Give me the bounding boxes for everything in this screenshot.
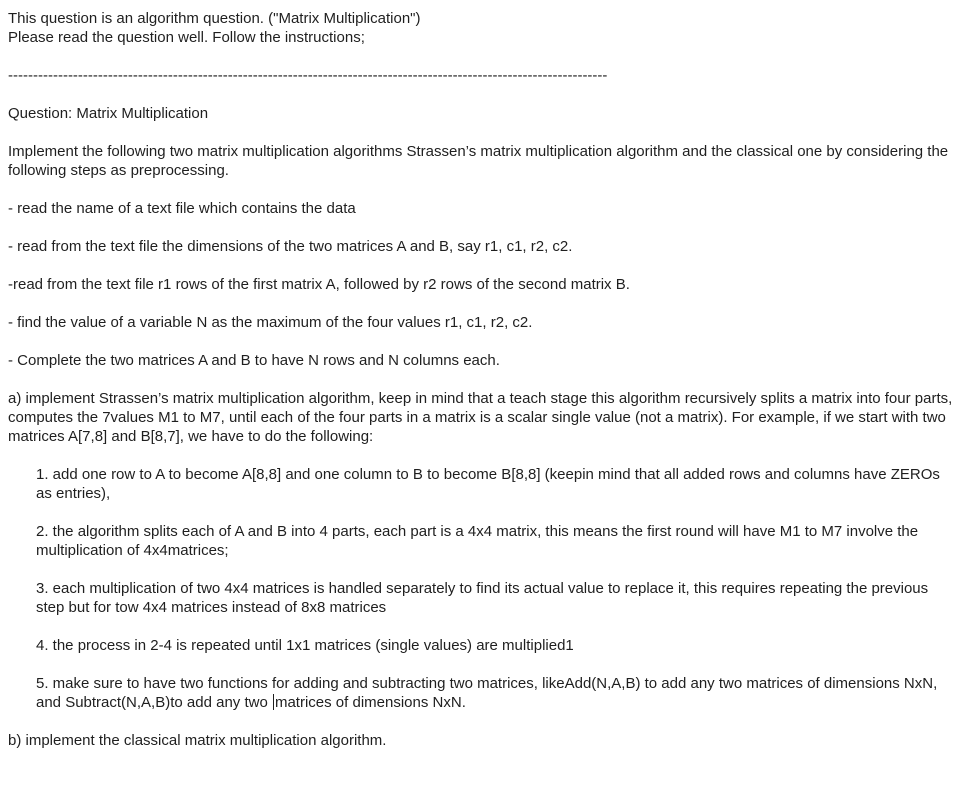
preprocessing-step-1: - read the name of a text file which contains the data	[8, 200, 356, 217]
preprocessing-step-4: - find the value of a variable N as the maximum of the four values r1, c1, r2, c2.	[8, 314, 533, 331]
sub-step-2: 2. the algorithm splits each of A and B into 4 parts, each part is a 4x4 matrix, this means the first round will have M1 to M7 involve the multiplication of 4x4matrices;	[36, 523, 919, 559]
sub-step-5	[36, 674, 953, 712]
text-cursor	[273, 694, 274, 710]
preprocessing-step-3: -read from the text file r1 rows of the first matrix A, followed by r2 rows of the second matrix B.	[8, 276, 630, 293]
question-intro: Implement the following two matrix multiplication algorithms Strassen’s matrix multiplication algorithm and the classical one by considering the following steps as preprocessing.	[8, 143, 949, 179]
sub-step-3: 3. each multiplication of two 4x4 matrices is handled separately to find its actual value to replace it, this requires repeating the previous step but for tow 4x4 matrices instead of 8x8 matrices	[36, 580, 929, 616]
preprocessing-step-5: - Complete the two matrices A and B to have N rows and N columns each.	[8, 352, 500, 369]
sub-step-5-text-start: 5. make sure to have two functions for adding and subtracting two matrices, likeAdd(N,A,B) to add any two matrices of dimensions NxN, and Subtract(N,A,B)to add any two	[36, 675, 938, 711]
sub-step-5-text-end: matrices of dimensions NxN.	[274, 694, 466, 711]
question-title: Question: Matrix Multiplication	[8, 105, 209, 122]
header-line-2: Please read the question well. Follow the instructions;	[8, 29, 365, 46]
header-line-1: This question is an algorithm question. ("Matrix Multiplication")	[8, 10, 421, 27]
dashed-divider: ------------------------------------------------------------------------------------------------------------------------	[8, 67, 608, 84]
part-a-paragraph: a) implement Strassen’s matrix multiplication algorithm, keep in mind that a teach stage this algorithm recursively splits a matrix into four parts, computes the 7values M1 to M7, until each of the four parts in a matrix is a scalar single value (not a matrix). For example, if we start with two matrices A[7,8] and B[8,7], we have to do the following:	[8, 390, 953, 445]
part-b-paragraph: b) implement the classical matrix multiplication algorithm.	[8, 732, 387, 749]
sub-step-1: 1. add one row to A to become A[8,8] and one column to B to become B[8,8] (keepin mind that all added rows and columns have ZEROs as entries),	[36, 466, 940, 502]
sub-step-4: 4. the process in 2-4 is repeated until 1x1 matrices (single values) are multiplied1	[36, 637, 574, 654]
preprocessing-step-2: - read from the text file the dimensions of the two matrices A and B, say r1, c1, r2, c2.	[8, 238, 573, 255]
